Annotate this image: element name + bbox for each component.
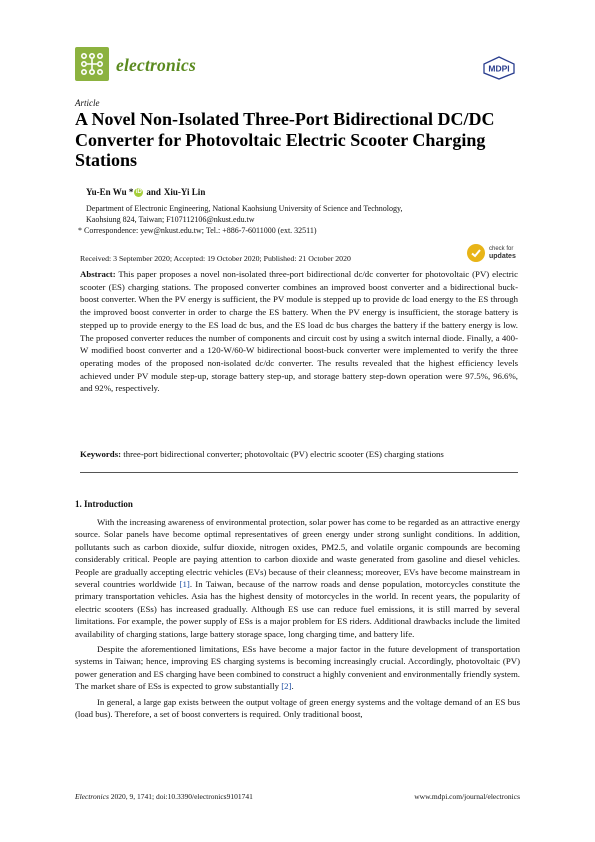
abstract-label: Abstract:	[80, 269, 116, 279]
footer-journal: Electronics	[75, 792, 109, 801]
author-1[interactable]: Yu-En Wu *	[86, 187, 134, 197]
paragraph-1-text-a: With the increasing awareness of environmental protection, solar power has come to be regarded as an attractive energy source. Solar panels have become optimal representatives of green energy under strong sunlight conditions. In addition, pollutants such as carbon dioxide, sulfur dioxide, nitrogen oxides, PM2.5, and volatile organic compounds are becoming considerably critical. People are paying attention to carbon dioxide and waste generated from gasoline and diesel vehicles. People are gradually accepting electric vehicles (EVs) because of their cleanness; moreover, EVs have become mainstream in several countries worldwide	[75, 517, 520, 590]
check-updates-line2: updates	[489, 252, 516, 260]
authors	[86, 187, 205, 197]
citation-1-link[interactable]: [1]	[179, 579, 190, 590]
paper-title: A Novel Non-Isolated Three-Port Bidirectional DC/DC Converter for Photovoltaic Electric Scooter Charging Stations	[75, 109, 495, 170]
paragraph-1	[75, 516, 520, 640]
keywords-text: three-port bidirectional converter; photovoltaic (PV) electric scooter (ES) charging stations	[123, 449, 444, 459]
section-heading-introduction: 1. Introduction	[75, 499, 133, 509]
publication-dates: Received: 3 September 2020; Accepted: 19 October 2020; Published: 21 October 2020	[80, 254, 351, 263]
mdpi-logo-icon[interactable]	[482, 56, 516, 80]
author-conjunction: and	[146, 187, 161, 197]
affiliation-line-1: Department of Electronic Engineering, National Kaohsiung University of Science and Technology,	[86, 204, 403, 213]
journal-logo-icon	[75, 47, 109, 81]
abstract	[80, 268, 518, 395]
keywords-label: Keywords:	[80, 449, 122, 459]
orcid-icon[interactable]: iD	[135, 188, 142, 195]
footer-citation	[75, 792, 253, 801]
check-updates-icon	[467, 244, 485, 262]
introduction-body	[75, 516, 520, 724]
check-updates-line1: check for	[489, 245, 514, 252]
citation-2-link[interactable]: [2]	[281, 681, 292, 692]
author-2[interactable]: Xiu-Yi Lin	[163, 187, 206, 197]
abstract-text: This paper proposes a novel non-isolated three-port bidirectional dc/dc converter for photovoltaic (PV) electric scooter (ES) charging stations. The proposed converter combines an improved boost converter and a bidirectional buck-boost converter. When the PV energy is sufficient, the PV module is stepped up to provide dc load energy to the ES through the improved boost converter in order to charge the ES battery. When the PV energy is insufficient, the storage battery is stepped up to provide energy to the ES load dc bus, and the ES load dc bus charges the battery if the battery energy is low. The proposed converter reduces the number of components and circuit cost by using a switch internal diode. Finally, a 400-W modified boost converter and a 120-W/60-W bidirectional boost-buck converter were implemented to verify the three operating modes of the proposed non-isolated dc/dc converter. The results revealed that the highest efficiency levels achieved under PV module step-up, storage battery step-up, and storage battery step-down operation were 97.5%, 96.6%, and 92%, respectively.	[80, 269, 518, 394]
paragraph-2-text-b: .	[291, 681, 294, 692]
article-type: Article	[75, 98, 100, 108]
paragraph-2	[75, 643, 520, 693]
keywords	[80, 448, 520, 460]
divider	[80, 472, 518, 473]
affiliations	[78, 203, 526, 236]
affiliation-line-2: Kaohsiung 824, Taiwan; F107112106@nkust.edu.tw	[86, 215, 255, 224]
check-for-updates-badge[interactable]	[467, 240, 523, 266]
paragraph-2-text-a: Despite the aforementioned limitations, ESs have become a major factor in the future development of transportation systems in Taiwan; hence, improving ES charging systems is becoming increasingly crucial. Accordingly, photovoltaic (PV) power generation and ES charging have been combined to construct a highly convenient and environmentally friendly system. The market share of ESs is expected to grow substantially	[75, 644, 520, 692]
paragraph-1-text-b: . In Taiwan, because of the narrow roads and dense population, motorcycles constitute the primary transportation vehicles. Asia has the highest density of motorcycles in the world. In recent years, the popularity of electric scooters (ESs) has increased gradually. Although ES use can reduce fuel emissions, it is still marred by several limitations. For example, the power supply of ESs is a major problem for ES riders. Additional drawbacks include the limited availability of charging stations, large battery storage space, long charging time, and battery life.	[75, 579, 520, 639]
paragraph-3: In general, a large gap exists between the output voltage of green energy systems and the voltage demand of an ES bus (load bus). Therefore, a set of boost converters is required. Only traditional boost,	[75, 696, 520, 720]
footer-doi[interactable]: 2020, 9, 1741; doi:10.3390/electronics9101741	[108, 792, 253, 801]
journal-name[interactable]: electronics	[116, 55, 196, 75]
footer-url[interactable]: www.mdpi.com/journal/electronics	[414, 792, 520, 801]
correspondence: * Correspondence: yew@nkust.edu.tw; Tel.: +886-7-6011000 (ext. 32511)	[78, 226, 317, 235]
mdpi-logo-text: MDPI	[488, 63, 510, 74]
